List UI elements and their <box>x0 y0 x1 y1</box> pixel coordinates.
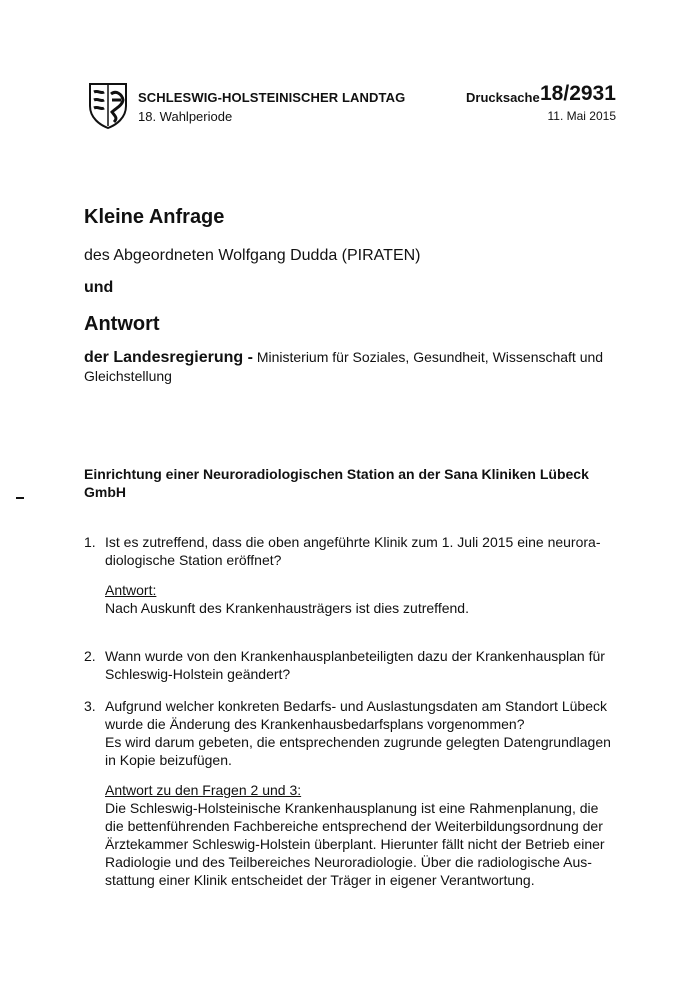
answer-line: Ärztekammer Schleswig-Holstein überplant. Hierunter fällt nicht der Betrieb einer <box>105 836 605 852</box>
question-line: Ist es zutreffend, dass die oben angeführte Klinik zum 1. Juli 2015 eine neurora- <box>105 534 601 550</box>
question-line: wurde die Änderung des Krankenhausbedarfsplans vorgenommen? <box>105 716 525 732</box>
question-3 <box>84 697 624 889</box>
parliament-name: SCHLESWIG-HOLSTEINISCHER LANDTAG <box>138 90 406 105</box>
asker-line: des Abgeordneten Wolfgang Dudda (PIRATEN) <box>84 247 421 264</box>
question-number: 3. <box>84 698 96 714</box>
government-line <box>84 348 624 385</box>
legislative-period: 18. Wahlperiode <box>138 109 233 124</box>
government-label: der Landesregierung - <box>84 349 253 366</box>
document-date: 11. Mai 2015 <box>547 109 616 123</box>
drucksache-label: Drucksache <box>466 90 540 105</box>
answer-line: die bettenführenden Fachbereiche entsprechend der Weiterbildungsordnung der <box>105 818 603 834</box>
answer-line: Nach Auskunft des Krankenhausträgers ist dies zutreffend. <box>105 600 469 616</box>
question-line: Aufgrund welcher konkreten Bedarfs- und Auslastungsdaten am Standort Lübeck <box>105 698 607 714</box>
answer-label: Antwort: <box>105 582 157 598</box>
question-line: Wann wurde von den Krankenhausplanbeteiligten dazu der Krankenhausplan für <box>105 648 605 664</box>
document-subject: Einrichtung einer Neuroradiologischen Station an der Sana Kliniken Lübeck GmbH <box>84 466 589 500</box>
question-number: 2. <box>84 648 96 664</box>
und-line: und <box>84 279 114 296</box>
question-line: Es wird darum gebeten, die entsprechenden zugrunde gelegten Datengrundlagen <box>105 734 611 750</box>
antwort-heading: Antwort <box>84 313 160 335</box>
answer-label: Antwort zu den Fragen 2 und 3: <box>105 782 302 798</box>
answer-line: Radiologie und des Teilbereiches Neuroradiologie. Über die radiologische Aus- <box>105 854 592 870</box>
question-line: Schleswig-Holstein geändert? <box>105 666 291 682</box>
answer-line: Die Schleswig-Holsteinische Krankenhausplanung ist eine Rahmenplanung, die <box>105 800 599 816</box>
answer-line: stattung einer Klinik entscheidet der Träger in eigener Verantwortung. <box>105 872 535 888</box>
question-1 <box>84 533 624 617</box>
drucksache-number: 18/2931 <box>540 82 616 105</box>
question-line: in Kopie beizufügen. <box>105 752 232 768</box>
question-number: 1. <box>84 534 96 550</box>
question-line: diologische Station eröffnet? <box>105 552 282 568</box>
margin-mark <box>16 497 24 499</box>
ministry-name: Ministerium für Soziales, Gesundheit, Wissenschaft und Gleichstellung <box>84 349 604 384</box>
kleine-anfrage-heading: Kleine Anfrage <box>84 206 225 228</box>
question-2 <box>84 647 624 683</box>
coat-of-arms-logo <box>88 82 128 130</box>
